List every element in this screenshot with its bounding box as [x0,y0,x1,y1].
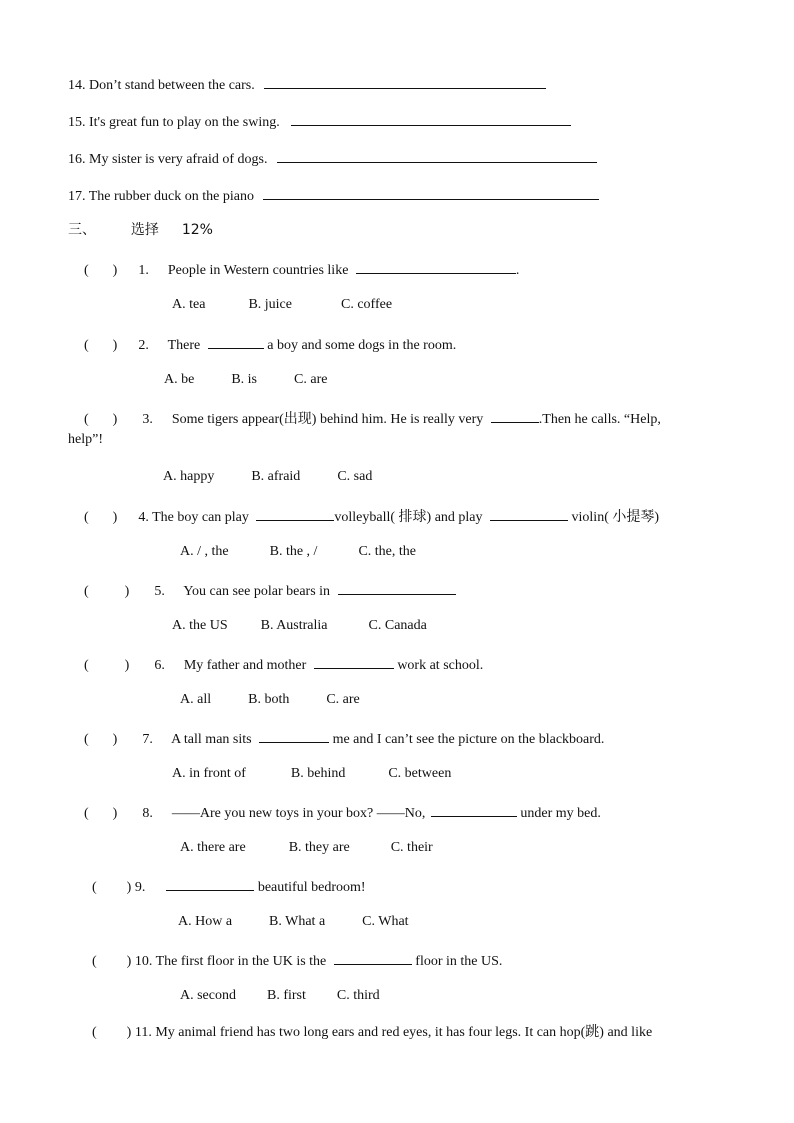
question-text-mid: volleyball( 排球) and play [334,510,483,525]
paren-open: ( [84,510,89,525]
question-text: 14. Don’t stand between the cars. [68,78,255,93]
question-text-end: a boy and some dogs in the room. [267,338,457,353]
option-c[interactable]: C. between [388,766,452,781]
mc-question-11 [92,1024,652,1042]
options-2 [164,371,327,389]
mc-question-3 [84,408,661,429]
question-text: 15. It's great fun to play on the swing. [68,115,280,130]
question-text: ) 11. My animal friend has two long ears and red eyes, it has four legs. It can hop(跳) and like [126,1025,653,1040]
question-text: ——Are you new toys in your box? ——No, [171,806,426,821]
answer-blank[interactable] [166,876,254,891]
question-text-end: floor in the US. [415,954,503,969]
question-text-end: me and I can’t see the picture on the blackboard. [332,732,605,747]
option-b[interactable]: B. the , / [269,544,318,559]
question-text: People in Western countries like [167,263,349,278]
mc-question-1 [84,259,519,280]
paren-open: ( [84,584,89,599]
options-9 [178,913,409,931]
section-header [68,221,213,239]
answer-blank[interactable] [263,185,599,200]
answer-blank-2[interactable] [490,506,568,521]
option-a[interactable]: A. in front of [172,766,246,781]
paren-open: ( [84,732,89,747]
option-a[interactable]: A. / , the [180,544,229,559]
paren-close: ) [124,584,130,599]
question-number: 6. [154,658,165,673]
paren-open: ( [84,658,89,673]
option-a[interactable]: A. How a [178,914,233,929]
option-a[interactable]: A. there are [180,840,246,855]
paren-close: ) [112,510,118,525]
option-c[interactable]: C. their [390,840,433,855]
answer-blank[interactable] [259,728,329,743]
mc-question-8 [84,802,601,823]
option-c[interactable]: C. third [336,988,380,1003]
question-number: 7. [142,732,153,747]
answer-blank[interactable] [256,506,334,521]
paren-open: ( [92,880,97,895]
mc-question-2 [84,334,456,355]
options-5 [172,617,427,635]
question-text: Some tigers appear(出现) behind him. He is really very [171,412,484,427]
option-b[interactable]: B. is [231,372,258,387]
question-text: My father and mother [183,658,307,673]
option-a[interactable]: A. be [164,372,195,387]
mc-question-7 [84,728,604,749]
section-title: 选择 [130,222,159,238]
question-text: 16. My sister is very afraid of dogs. [68,152,268,167]
options-3 [163,468,372,486]
question-number: 3. [142,412,153,427]
question-15 [68,111,571,132]
question-text-end: .Then he calls. “Help, [538,412,661,427]
option-b[interactable]: B. juice [248,297,292,312]
question-text: A tall man sits [171,732,252,747]
option-b[interactable]: B. both [248,692,290,707]
paren-open: ( [84,412,89,427]
option-a[interactable]: A. happy [163,469,215,484]
question-number: 1. [138,263,149,278]
answer-blank[interactable] [338,580,456,595]
paren-close: ) [112,732,118,747]
question-text: 4. The boy can play [138,510,249,525]
option-c[interactable]: C. are [326,692,360,707]
answer-blank[interactable] [334,950,412,965]
option-a[interactable]: A. all [180,692,212,707]
answer-blank[interactable] [491,408,539,423]
option-b[interactable]: B. Australia [260,618,328,633]
options-10 [180,987,380,1005]
answer-blank[interactable] [431,802,517,817]
paren-open: ( [84,338,89,353]
answer-blank[interactable] [277,148,597,163]
question-text: You can see polar bears in [183,584,331,599]
option-b[interactable]: B. What a [269,914,326,929]
mc-question-4 [84,506,659,527]
option-c[interactable]: C. sad [337,469,373,484]
question-number: 8. [142,806,153,821]
question-text: beautiful bedroom! [257,880,366,895]
option-b[interactable]: B. behind [290,766,346,781]
question-number: 5. [154,584,165,599]
paren-open: ( [84,806,89,821]
question-number: 2. [138,338,149,353]
options-6 [180,691,360,709]
mc-question-5 [84,580,456,601]
paren-close: ) [112,263,118,278]
section-score: 12% [181,222,213,238]
paren-open: ( [84,263,89,278]
question-text-end: work at school. [397,658,484,673]
question-16 [68,148,597,169]
paren-close: ) [124,658,130,673]
option-a[interactable]: A. the US [172,618,228,633]
section-number: 三、 [68,222,96,238]
question-text-wrap: help”! [68,432,103,447]
options-7 [172,765,451,783]
option-a[interactable]: A. tea [172,297,206,312]
question-number: ) 9. [126,880,146,895]
paren-close: ) [112,412,118,427]
option-c[interactable]: C. the, the [358,544,416,559]
question-3-continuation [68,431,103,449]
paren-open: ( [92,1025,97,1040]
options-4 [180,543,416,561]
mc-question-10 [92,950,502,971]
question-text-end: under my bed. [520,806,601,821]
option-a[interactable]: A. second [180,988,236,1003]
options-8 [180,839,433,857]
question-text-end: violin( 小提琴) [571,510,660,525]
question-text: There [167,338,201,353]
paren-open: ( [92,954,97,969]
option-c[interactable]: C. coffee [340,297,393,312]
option-b[interactable]: B. they are [288,840,350,855]
option-b[interactable]: B. first [267,988,306,1003]
answer-blank[interactable] [291,111,571,126]
question-text-end: . [515,263,520,278]
question-17 [68,185,599,206]
option-c[interactable]: C. are [294,372,328,387]
answer-blank[interactable] [356,259,516,274]
mc-question-6 [84,654,483,675]
option-c[interactable]: C. Canada [368,618,427,633]
option-c[interactable]: C. What [362,914,409,929]
paren-close: ) [112,338,118,353]
question-text: ) 10. The first floor in the UK is the [126,954,327,969]
options-1 [172,296,392,314]
answer-blank[interactable] [264,74,546,89]
answer-blank[interactable] [314,654,394,669]
question-14 [68,74,546,95]
paren-close: ) [112,806,118,821]
answer-blank[interactable] [208,334,264,349]
mc-question-9 [92,876,366,897]
question-text: 17. The rubber duck on the piano [68,189,254,204]
option-b[interactable]: B. afraid [251,469,301,484]
